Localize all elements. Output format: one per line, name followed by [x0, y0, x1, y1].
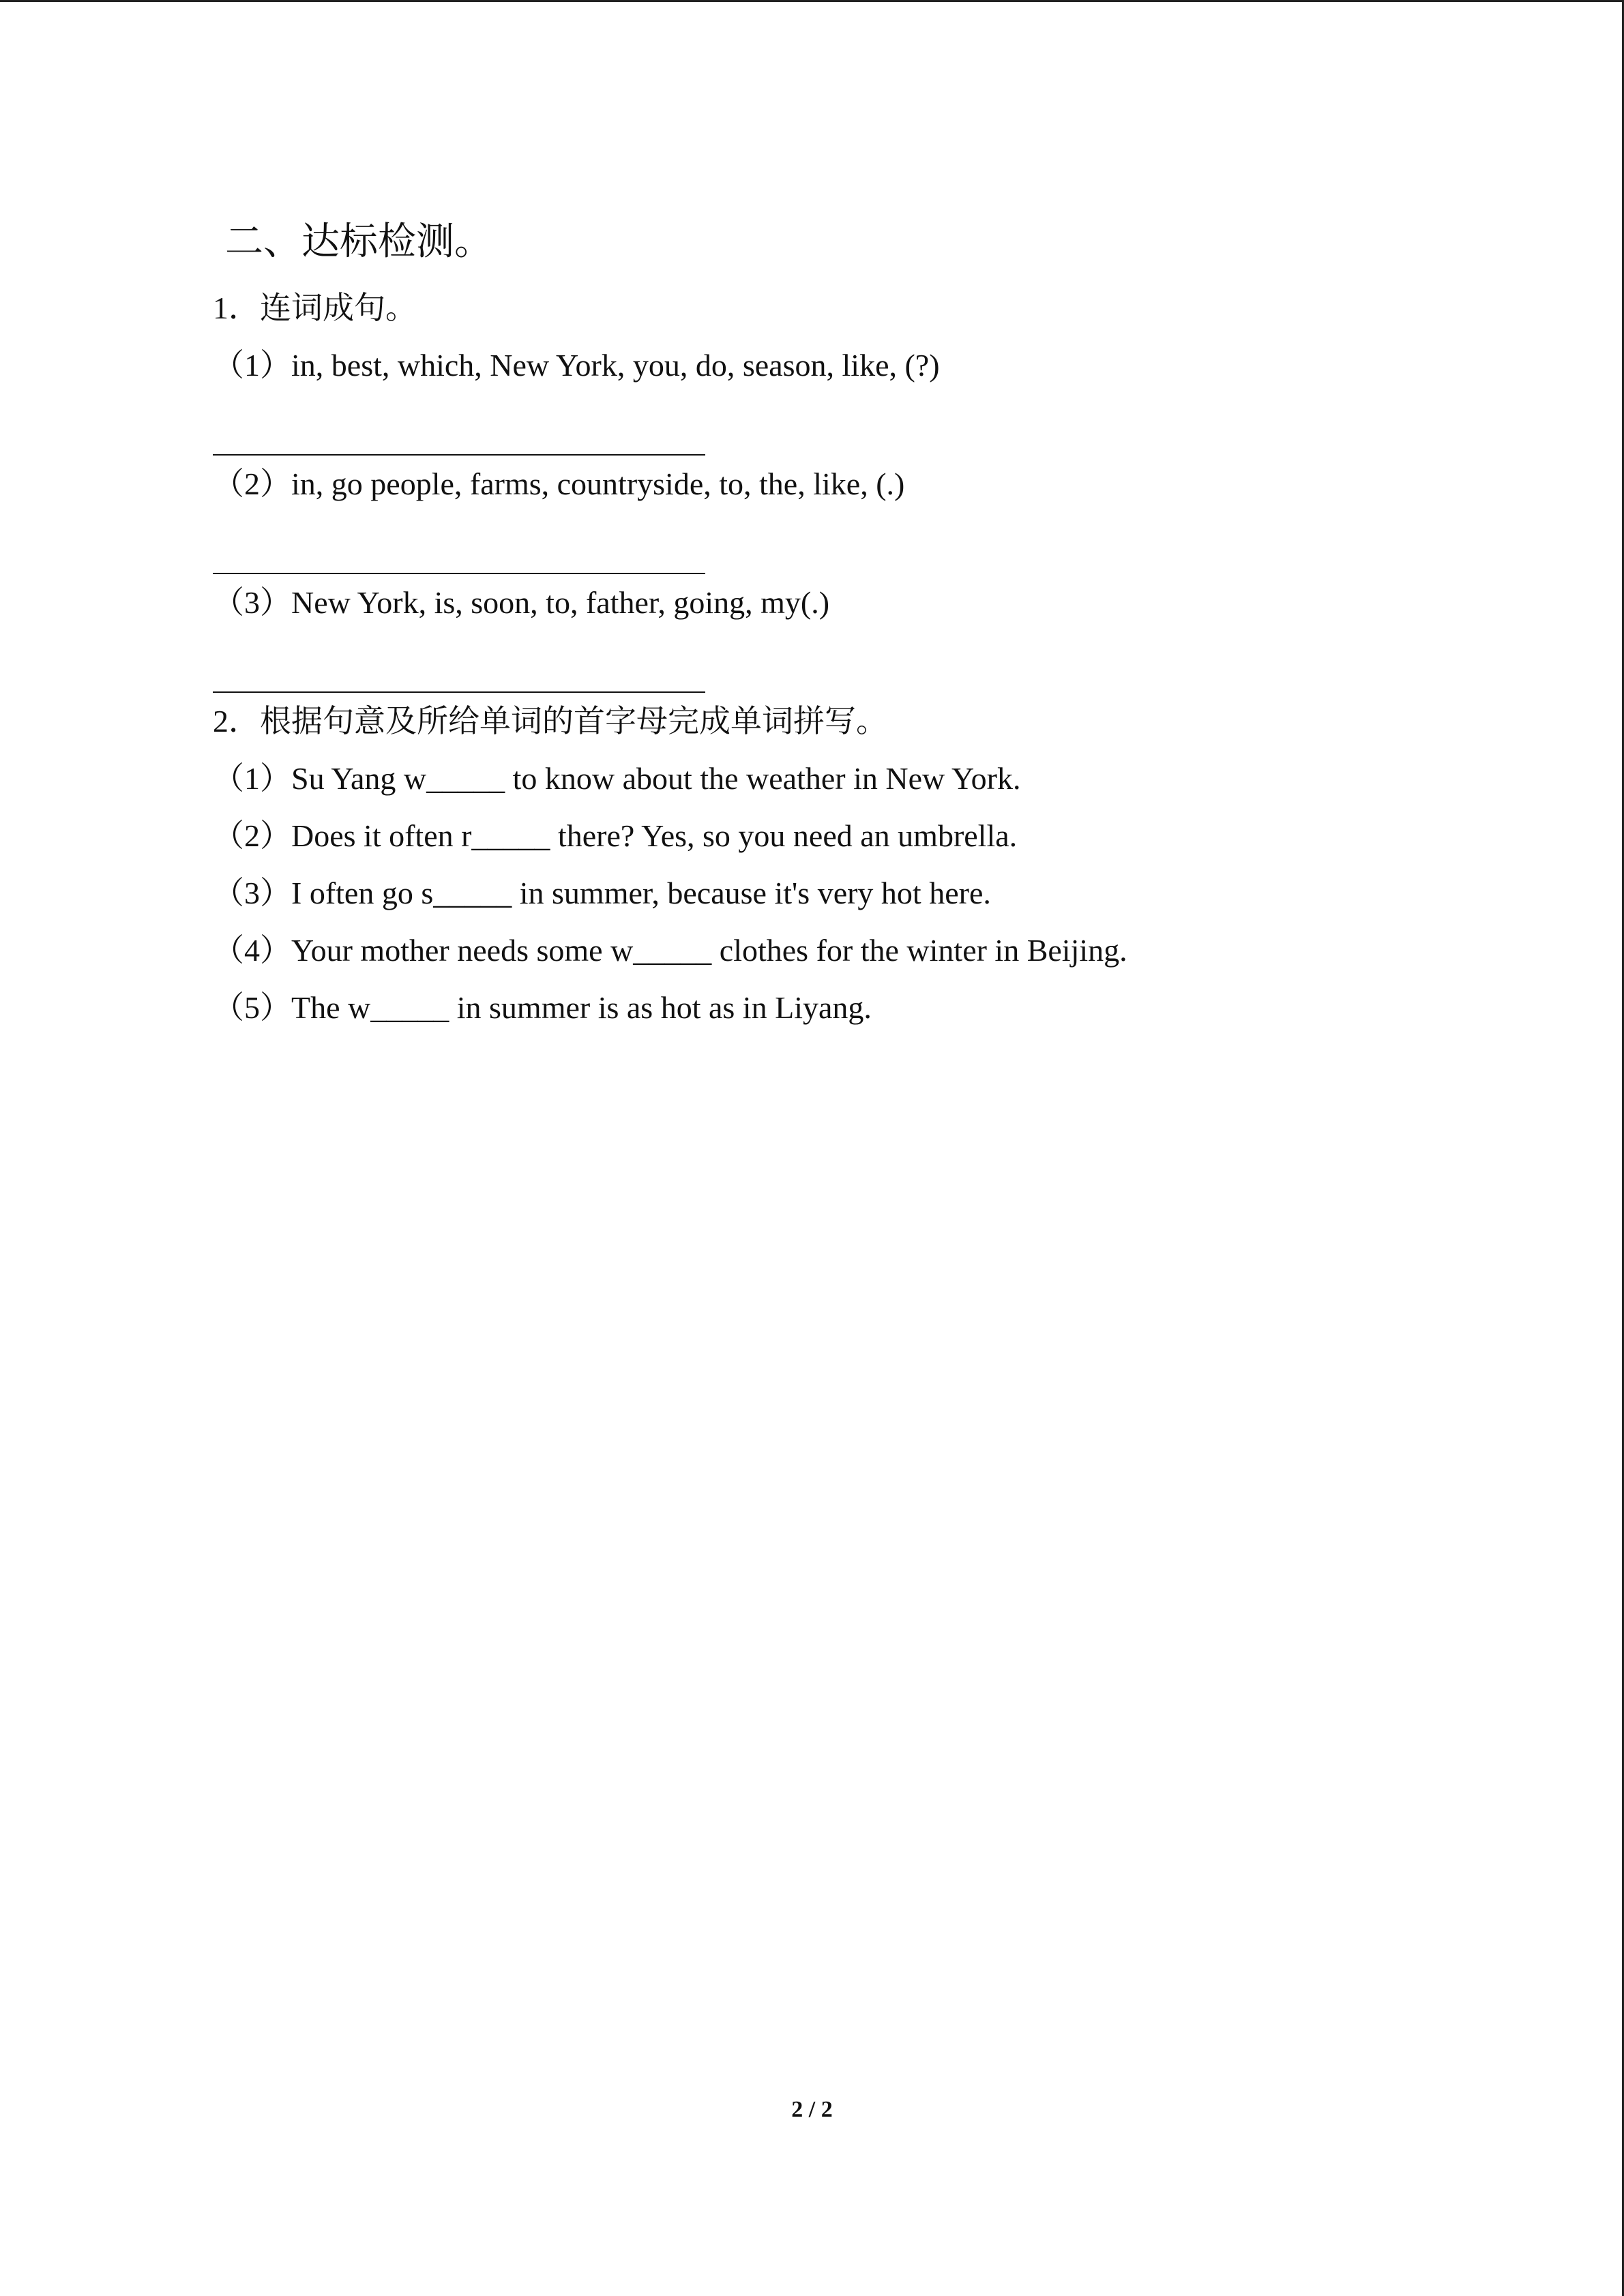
q1-item-3: （3）New York, is, soon, to, father, going, my(.) — [213, 585, 830, 620]
question-1-title: 1．连词成句。 — [213, 290, 417, 325]
q1-item-2: （2）in, go people, farms, countryside, to, the, like, (.) — [213, 466, 905, 501]
top-border — [0, 0, 1624, 2]
q2-item-2: （2）Does it often r_____ there? Yes, so you need an umbrella. — [213, 818, 1018, 853]
q2-item-4: （4）Your mother needs some w_____ clothes for the winter in Beijing. — [213, 933, 1127, 968]
worksheet-content — [213, 205, 1509, 1037]
answer-line-3[interactable] — [213, 631, 705, 693]
answer-line-2[interactable] — [213, 513, 705, 574]
q2-item-3: （3）I often go s_____ in summer, because it's very hot here. — [213, 876, 991, 910]
q2-item-1: （1）Su Yang w_____ to know about the weather in New York. — [213, 761, 1021, 796]
section-heading: 二、达标检测。 — [225, 221, 492, 263]
q2-item-5: （5）The w_____ in summer is as hot as in Liyang. — [213, 990, 872, 1025]
q1-item-1: （1）in, best, which, New York, you, do, season, like, (?) — [213, 348, 940, 383]
question-2-title: 2．根据句意及所给单词的首字母完成单词拼写。 — [213, 704, 887, 739]
answer-line-1[interactable] — [213, 394, 705, 456]
page-number: 2 / 2 — [791, 2097, 833, 2122]
